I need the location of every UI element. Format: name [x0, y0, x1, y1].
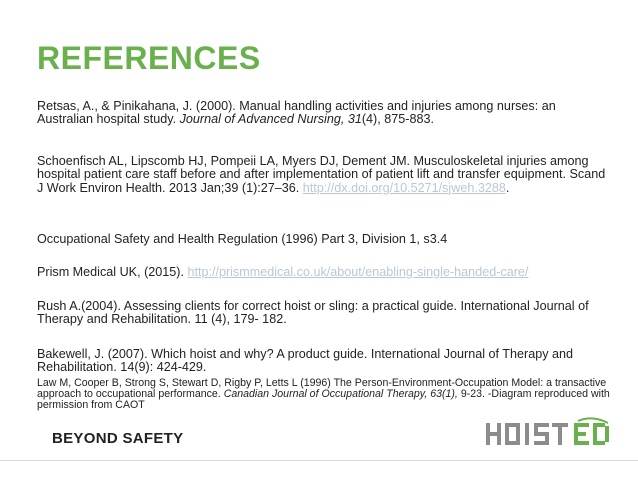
reference-text: 9-23. -Diagram reproduced with permission from CAOT [37, 388, 610, 412]
slide-title: REFERENCES [37, 40, 261, 76]
footer-label: BEYOND SAFETY [52, 430, 184, 447]
reference-text: Bakewell, J. (2007). Which hoist and why? A product guide. International Journal of Therapy and Rehabilitation. 14(9): 424-429. [37, 347, 574, 375]
reference-text: Law M, Cooper B, Strong S, Stewart D, Rigby P, Letts L (1996) The Person-Environment-Occupation Model: a transactive approach to occupational performance. [37, 377, 607, 401]
reference-link[interactable]: http://prismmedical.co.uk/about/enabling-single-handed-care/ [187, 265, 529, 279]
reference-osh-regulation [37, 233, 612, 246]
reference-prism-medical [37, 266, 612, 279]
reference-retsas [37, 100, 612, 127]
reference-journal: Canadian Journal of Occupational Therapy, 63(1), [223, 388, 458, 401]
reference-bakewell [37, 348, 612, 375]
reference-text: Retsas, A., & Pinikahana, J. (2000). Manual handling activities and injuries among nurses: an Australian hospital study. [37, 99, 556, 127]
reference-rush [37, 300, 612, 327]
reference-link[interactable]: http://dx.doi.org/10.5271/sjweh.3288 [302, 180, 506, 195]
reference-text: Rush A.(2004). Assessing clients for correct hoist or sling: a practical guide. International Journal of Therapy and Rehabilitation. 11 (4), 179- 182. [37, 299, 589, 327]
reference-text: Schoenfisch AL, Lipscomb HJ, Pompeii LA, Myers DJ, Dement JM. Musculoskeletal injuries among hospital patient care staff before and after implementation of patient lift and transfer equipment. Scand J Work Environ Health. 2013 Jan;39 (1):27–36. [37, 154, 606, 195]
reference-text: (4), 875-883. [361, 112, 434, 127]
reference-text: Occupational Safety and Health Regulation (1996) Part 3, Division 1, s3.4 [37, 232, 448, 246]
hoisted-logo [482, 417, 617, 457]
reference-journal: Journal of Advanced Nursing, 31 [179, 112, 362, 127]
reference-text: . [505, 180, 510, 195]
reference-law [37, 378, 612, 412]
reference-schoenfisch [37, 155, 612, 195]
footer-divider [0, 460, 638, 461]
reference-text: Prism Medical UK, (2015). [37, 265, 188, 279]
